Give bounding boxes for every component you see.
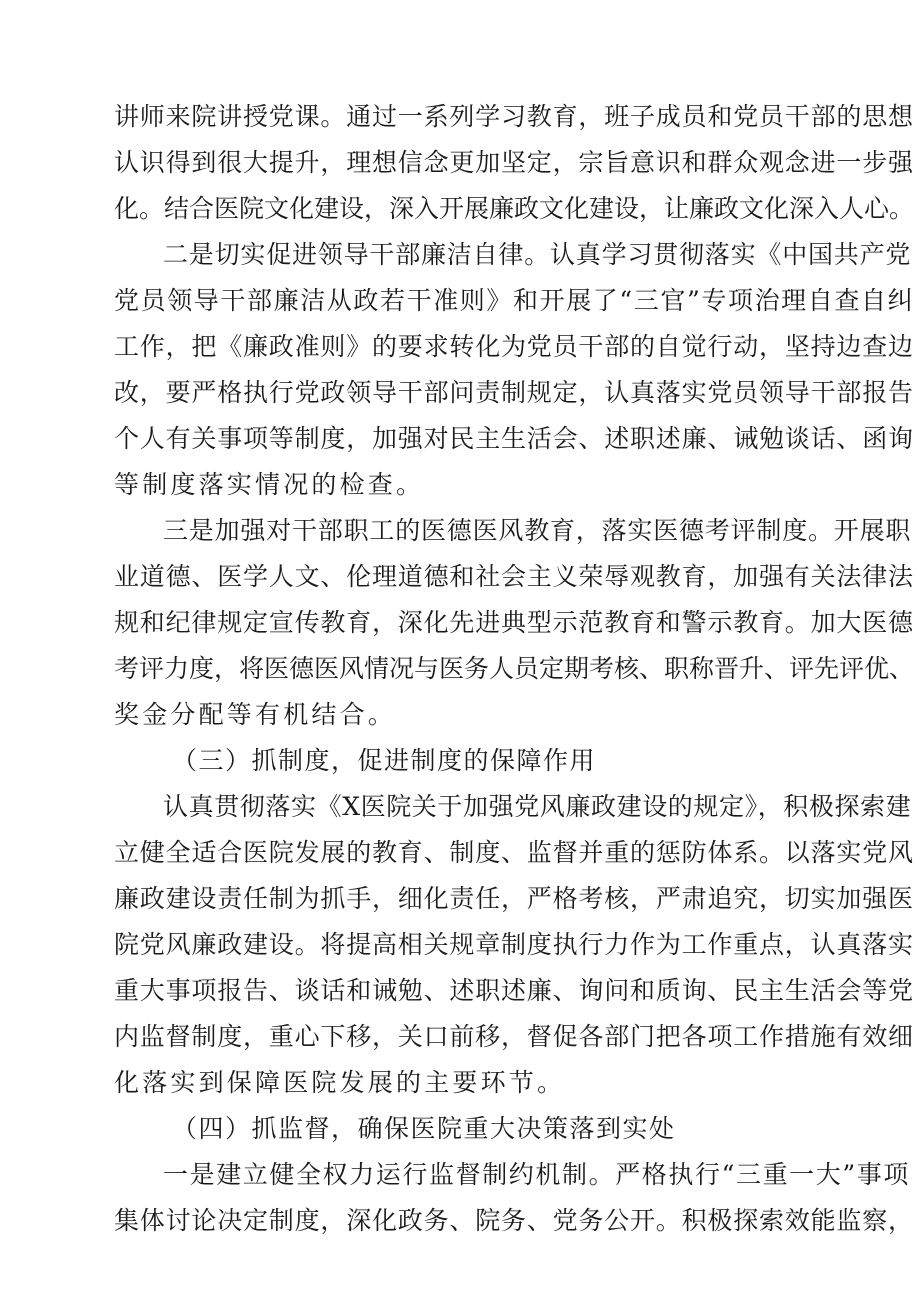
text-line: 奖金分配等有机结合。 [114, 700, 397, 729]
text-line: 立健全适合医院发展的教育、制度、监督并重的惩防体系。以落实党风 [114, 838, 914, 867]
text-line: 重大事项报告、谈话和诫勉、述职述廉、询问和质询、民主生活会等党 [114, 976, 914, 1005]
text-line: 讲师来院讲授党课。通过一系列学习教育，班子成员和党员干部的思想 [114, 102, 914, 131]
text-line: 化落实到保障医院发展的主要环节。 [114, 1068, 566, 1097]
paragraph-first-line: 一是建立健全权力运行监督制约机制。严格执行“三重一大”事项 [163, 1160, 910, 1189]
section-heading-4: （四）抓监督，确保医院重大决策落到实处 [172, 1114, 676, 1143]
text-line: 个人有关事项等制度，加强对民主生活会、述职述廉、诫勉谈话、函询 [114, 424, 914, 453]
paragraph-first-line: 二是切实促进领导干部廉洁自律。认真学习贯彻落实《中国共产党 [163, 240, 912, 269]
text-line: 内监督制度，重心下移，关口前移，督促各部门把各项工作措施有效细 [114, 1022, 914, 1051]
text-line: 廉政建设责任制为抓手，细化责任，严格考核，严肃追究，切实加强医 [114, 884, 914, 913]
text-line: 等制度落实情况的检查。 [114, 470, 425, 499]
paragraph-first-line: 三是加强对干部职工的医德医风教育，落实医德考评制度。开展职 [163, 516, 912, 545]
paragraph-first-line: 认真贯彻落实《X医院关于加强党风廉政建设的规定》，积极探索建 [163, 792, 912, 821]
text-line: 集体讨论决定制度，深化政务、院务、党务公开。积极探索效能监察， [114, 1206, 914, 1235]
text-line: 规和纪律规定宣传教育，深化先进典型示范教育和警示教育。加大医德 [114, 608, 914, 637]
section-heading-3: （三）抓制度，促进制度的保障作用 [172, 746, 597, 775]
text-line: 院党风廉政建设。将提高相关规章制度执行力作为工作重点，认真落实 [114, 930, 914, 959]
text-line: 认识得到很大提升，理想信念更加坚定，宗旨意识和群众观念进一步强 [114, 148, 914, 177]
text-line: 党员领导干部廉洁从政若干准则》和开展了“三官”专项治理自查自纠 [114, 286, 915, 315]
text-line: 业道德、医学人文、伦理道德和社会主义荣辱观教育，加强有关法律法 [114, 562, 914, 591]
text-line: 改，要严格执行党政领导干部问责制规定，认真落实党员领导干部报告 [114, 378, 914, 407]
text-line: 化。结合医院文化建设，深入开展廉政文化建设，让廉政文化深入人心。 [114, 194, 915, 223]
text-line: 工作，把《廉政准则》的要求转化为党员干部的自觉行动，坚持边查边 [114, 332, 914, 361]
text-line: 考评力度，将医德医风情况与医务人员定期考核、职称晋升、评先评优、 [114, 654, 915, 683]
